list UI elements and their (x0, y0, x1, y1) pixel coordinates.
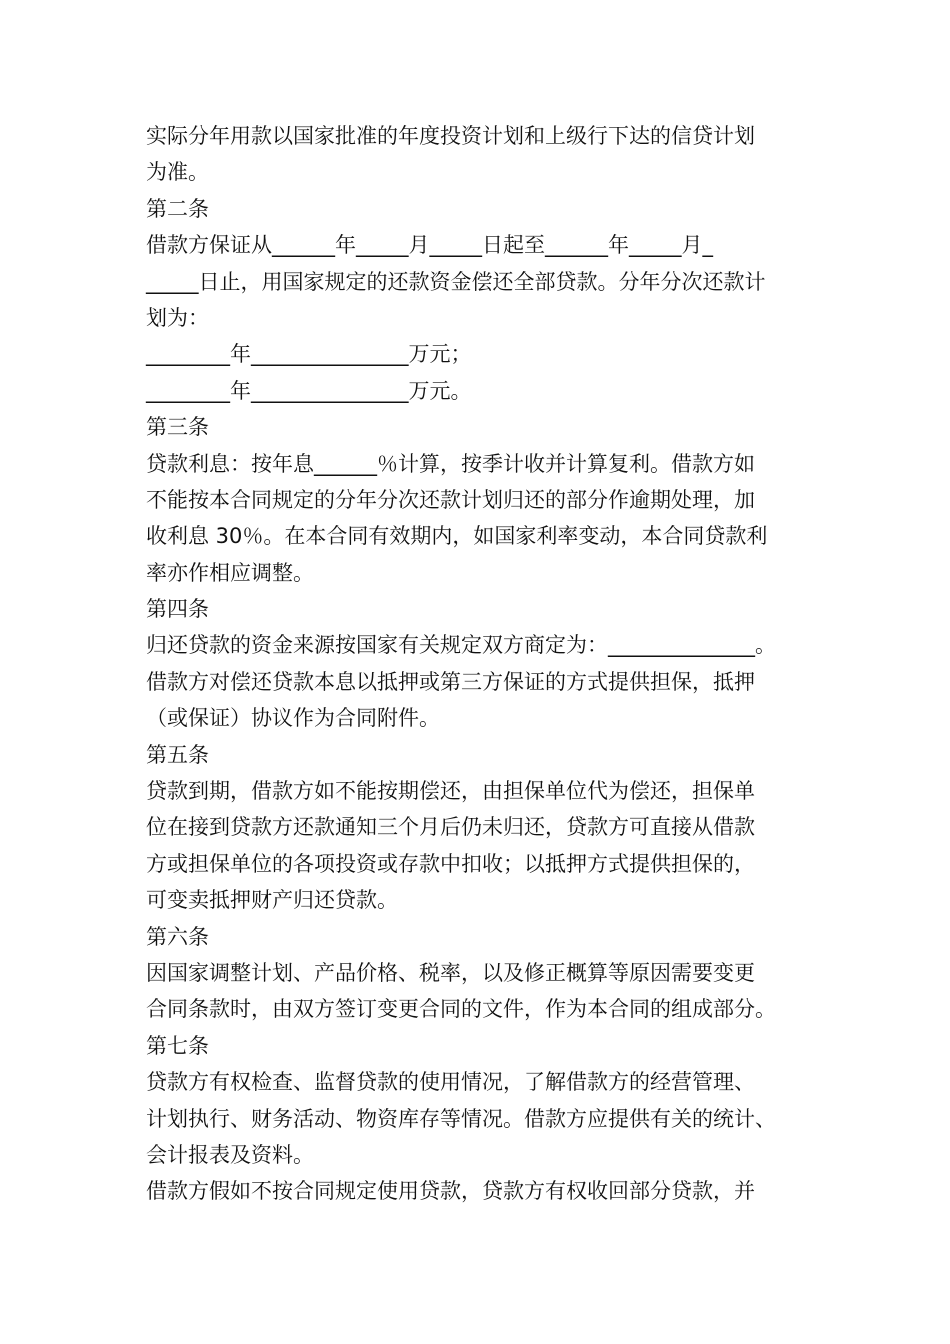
text-line: _____日止，用国家规定的还款资金偿还全部贷款。分年分次还款计 (146, 269, 766, 294)
text-line: 为准。 (146, 160, 209, 185)
text-line: 计划执行、财务活动、物资库存等情况。借款方应提供有关的统计、 (146, 1106, 776, 1131)
text-line: 借款方假如不按合同规定使用贷款，贷款方有权收回部分贷款，并 (146, 1179, 755, 1204)
text-line: 位在接到贷款方还款通知三个月后仍未归还，贷款方可直接从借款 (146, 815, 755, 840)
text-line: 因国家调整计划、产品价格、税率，以及修正概算等原因需要变更 (146, 960, 755, 985)
text-line: 方或担保单位的各项投资或存款中扣收；以抵押方式提供担保的， (146, 851, 755, 876)
text-line: 收利息 30％。在本合同有效期内，如国家利率变动，本合同贷款利 (146, 524, 768, 549)
text-line: 借款方保证从______年_____月_____日起至______年_____月_ (146, 233, 713, 258)
article-heading: 第二条 (146, 196, 209, 221)
text-line: 归还贷款的资金来源按国家有关规定双方商定为：______________。 (146, 633, 776, 658)
repayment-schedule-line: ________年_______________万元； (146, 342, 472, 367)
text-line: 不能按本合同规定的分年分次还款计划归还的部分作逾期处理，加 (146, 487, 755, 512)
text-line: 实际分年用款以国家批准的年度投资计划和上级行下达的信贷计划 (146, 124, 755, 148)
article-heading: 第五条 (146, 742, 209, 767)
article-heading: 第七条 (146, 1033, 209, 1058)
text-line: （或保证）协议作为合同附件。 (146, 706, 440, 731)
text-line: 贷款到期，借款方如不能按期偿还，由担保单位代为偿还，担保单 (146, 779, 755, 804)
article-heading: 第四条 (146, 597, 209, 622)
text-line: 率亦作相应调整。 (146, 560, 314, 585)
document-body (146, 118, 818, 1210)
article-heading: 第六条 (146, 924, 209, 949)
repayment-schedule-line: ________年_______________万元。 (146, 378, 472, 403)
article-heading: 第三条 (146, 415, 209, 440)
text-line: 贷款方有权检查、监督贷款的使用情况，了解借款方的经营管理、 (146, 1070, 755, 1095)
text-line: 划为： (146, 305, 209, 330)
text-line: 可变卖抵押财产归还贷款。 (146, 888, 398, 913)
text-line: 贷款利息：按年息______％计算，按季计收并计算复利。借款方如 (146, 451, 755, 476)
text-line: 会计报表及资料。 (146, 1142, 314, 1167)
text-line: 合同条款时，由双方签订变更合同的文件，作为本合同的组成部分。 (146, 997, 776, 1022)
text-line: 借款方对偿还贷款本息以抵押或第三方保证的方式提供担保，抵押 (146, 669, 755, 694)
